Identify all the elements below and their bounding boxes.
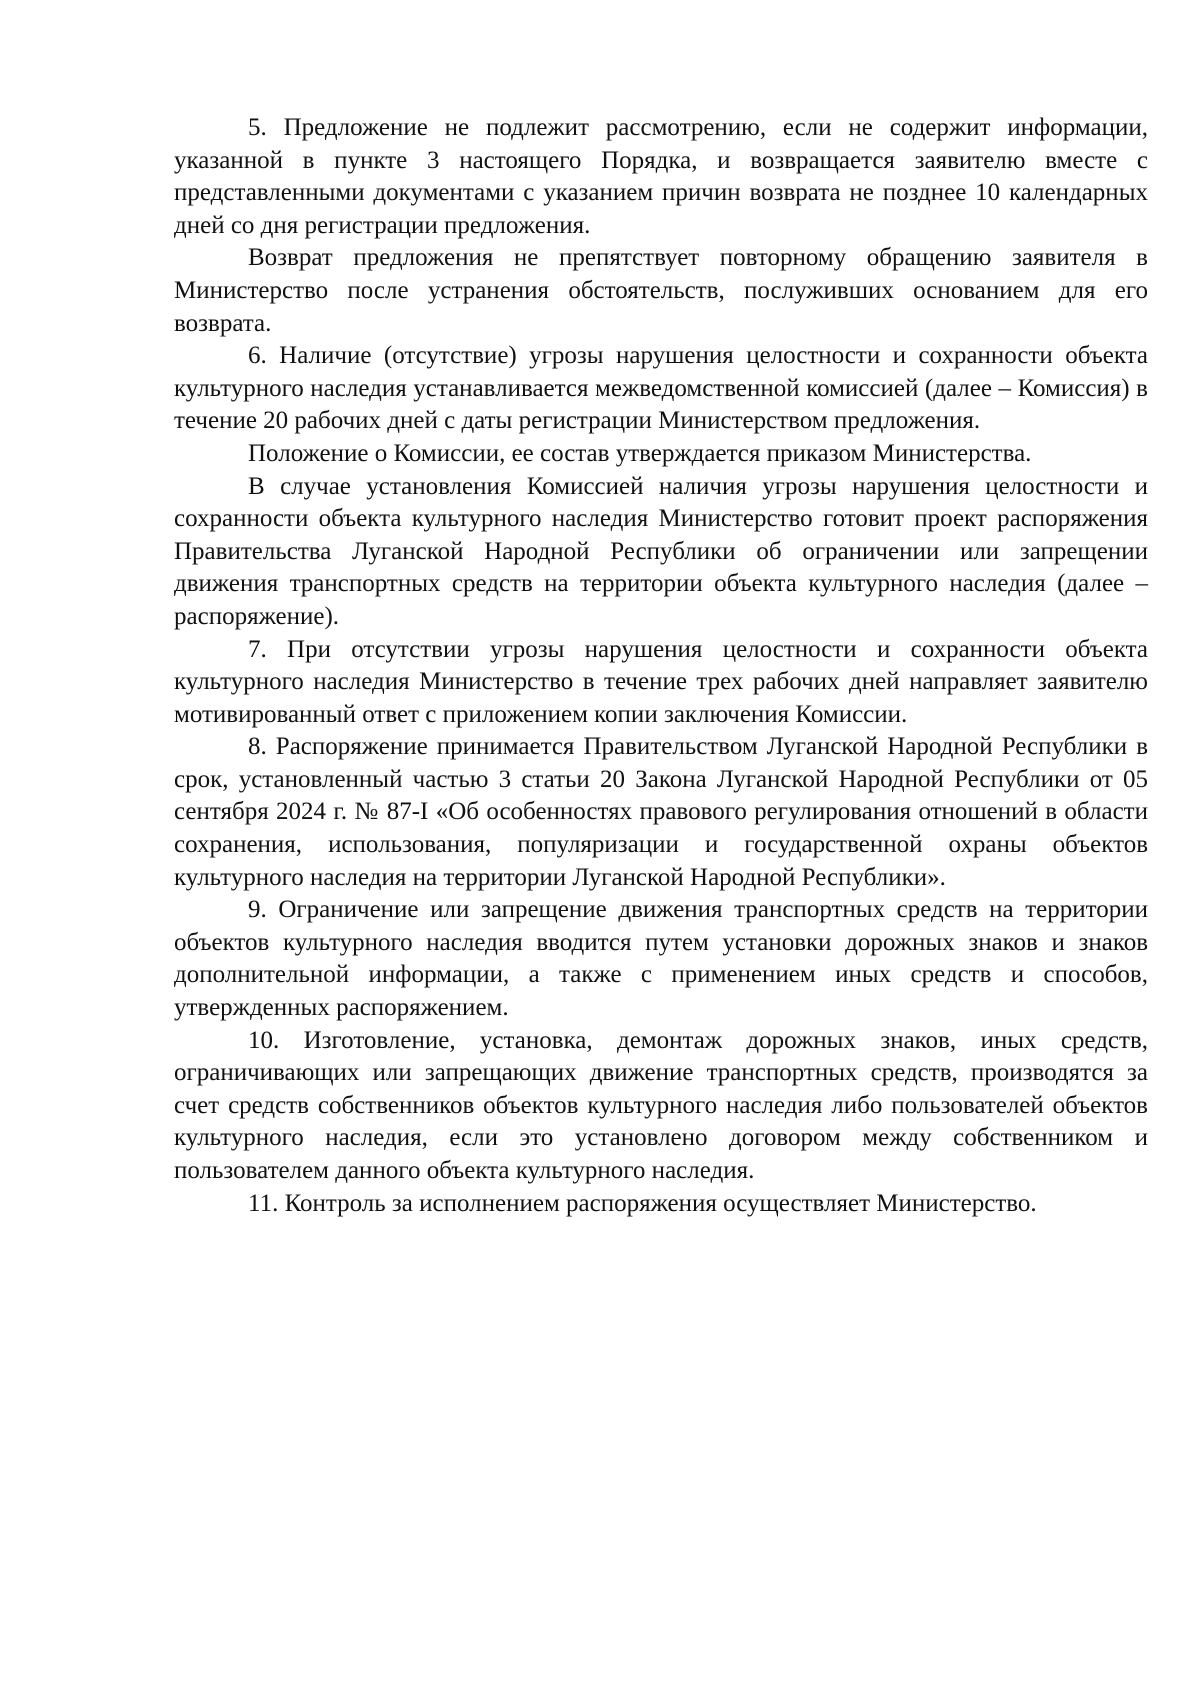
paragraph-11-control: 11. Контроль за исполнением распоряжения осуществляет Министерство.: [248, 1189, 1037, 1217]
paragraph-5-return-note: Возврат предложения не препятствует повторному обращению заявителя в Министерство после устранения обстоятельств, послуживших основанием для его возврата.: [174, 244, 1148, 337]
paragraph-9-restriction-measures: 9. Ограничение или запрещение движения транспортных средств на территории объектов культурного наследия вводится путем установки дорожных знаков и знаков дополнительной информации, а также с применением иных средств и способов, утвержденных распоряжением.: [174, 896, 1148, 1022]
paragraph-6-commission-statute: Положение о Комиссии, ее состав утверждается приказом Министерства.: [248, 439, 1032, 467]
paragraph-5-rejection: 5. Предложение не подлежит рассмотрению, если не содержит информации, указанной в пункте 3 настоящего Порядка, и возвращается заявителю вместе с представленными документами с указанием причин возврата не позднее 10 календарных дней со дня регистрации предложения.: [174, 114, 1148, 239]
paragraph-7-no-threat: 7. При отсутствии угрозы нарушения целостности и сохранности объекта культурного наследия Министерство в течение трех рабочих дней направляет заявителю мотивированный ответ с приложением копии заключения Комиссии.: [174, 635, 1148, 728]
paragraph-10-costs: 10. Изготовление, установка, демонтаж дорожных знаков, иных средств, ограничивающих или запрещающих движение транспортных средств, производятся за счет средств собственников объектов культурного наследия либо пользователей объектов культурного наследия, если это установлено договором между собственником и пользователем данного объекта культурного наследия.: [174, 1026, 1148, 1184]
document-body: [174, 112, 1148, 1220]
paragraph-6-draft-order: В случае установления Комиссией наличия угрозы нарушения целостности и сохранности объекта культурного наследия Министерство готовит проект распоряжения Правительства Луганской Народной Республики об ограничении или запрещении движения транспортных средств на территории объекта культурного наследия (далее – распоряжение).: [174, 472, 1148, 630]
paragraph-8-order-adoption: 8. Распоряжение принимается Правительством Луганской Народной Республики в срок, установленный частью 3 статьи 20 Закона Луганской Народной Республики от 05 сентября 2024 г. № 87-I «Об особенностях правового регулирования отношений в области сохранения, использования, популяризации и государственной охраны объектов культурного наследия на территории Луганской Народной Республики».: [174, 733, 1148, 891]
paragraph-6-commission: 6. Наличие (отсутствие) угрозы нарушения целостности и сохранности объекта культурного наследия устанавливается межведомственной комиссией (далее – Комиссия) в течение 20 рабочих дней с даты регистрации Министерством предложения.: [174, 342, 1148, 435]
